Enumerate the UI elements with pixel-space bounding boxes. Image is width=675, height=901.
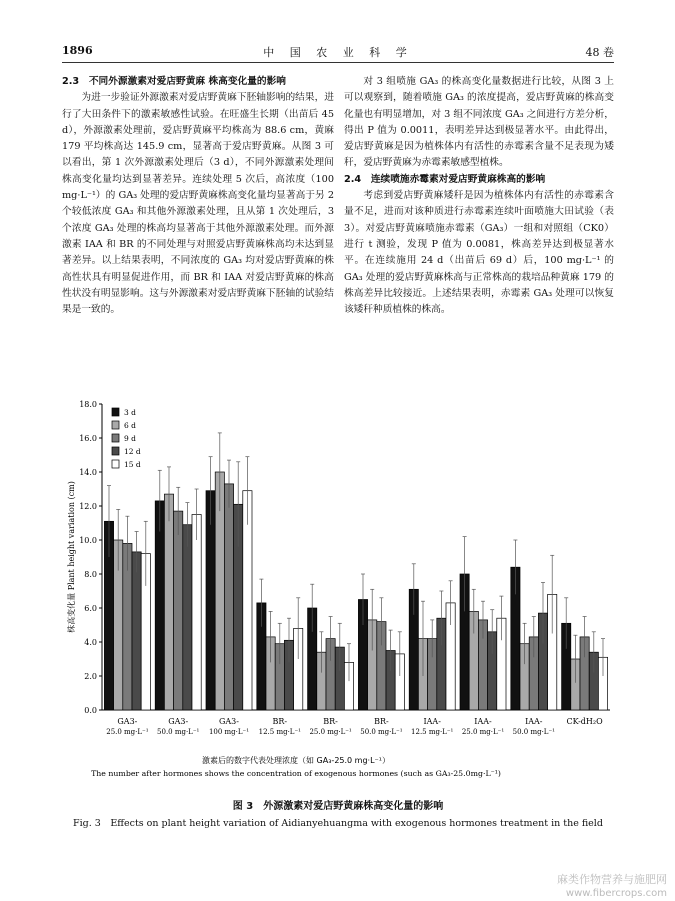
y-tick-label: 12.0: [79, 502, 97, 511]
x-tick-label: BR-: [272, 717, 288, 726]
legend-swatch: [112, 434, 119, 442]
bar-15d: [192, 515, 201, 711]
y-tick-label: 14.0: [79, 468, 97, 477]
watermark-url: www.fibercrops.com: [565, 888, 667, 899]
legend-label: 6 d: [124, 421, 136, 430]
page-header: [62, 44, 614, 60]
right-column: [344, 74, 614, 318]
bar-chart: [62, 398, 614, 778]
bar-12d: [183, 525, 192, 710]
x-tick-label-unit: 50.0 mg·L⁻¹: [157, 728, 200, 736]
section-heading-2-3: 2.3 不同外源激素对爱店野黄麻 株高变化量的影响: [62, 76, 286, 87]
legend-swatch: [112, 460, 119, 468]
right-paragraph-2: 考虑到爱店野黄麻矮秆是因为植株体内有活性的赤霉素含量不足，进而对该种质进行赤霉素连续叶面喷施大田试验（表 3）。对爱店野黄麻喷施赤霉素（GA₃）一组和对照组（CK0）进行 t 测验，发现 P 值为 0.0081，株高差异达到极显著水平。在连续施用 24 d（出苗后 69 d）后，100 mg·L⁻¹ 的 GA₃ 处理的爱店野黄麻株高与正常株高的栽培品种黄麻 179 的株高差异比较接近。上述结果表明，赤霉素 GA₃ 处理可以恢复该矮秆种质植株的株高。: [344, 190, 614, 316]
volume-label: 48 卷: [585, 46, 614, 59]
bar-9d: [174, 511, 183, 710]
x-axis-label-en: The number after hormones shows the concentration of exogenous hormones (such as GA₃-25.0mg·L⁻¹): [91, 769, 501, 778]
bar-12d: [132, 552, 141, 710]
journal-title: 中 国 农 业 科 学: [263, 46, 413, 59]
x-tick-label-unit: 25.0 mg·L⁻¹: [309, 728, 352, 736]
y-axis-label: 株高变化量 Plant height variation (cm): [67, 481, 76, 633]
y-tick-label: 18.0: [79, 400, 97, 409]
x-tick-label: IAA-: [474, 717, 492, 726]
y-tick-label: 8.0: [84, 570, 97, 579]
x-tick-label-unit: 100 mg·L⁻¹: [208, 728, 250, 736]
x-tick-label-unit: 12.5 mg·L⁻¹: [258, 728, 301, 736]
x-tick-label: IAA-: [525, 717, 543, 726]
x-axis-label-cn: 激素后的数字代表处理浓度（如 GA₃-25.0 mg·L⁻¹）: [202, 756, 390, 765]
bar-3d: [155, 501, 164, 710]
x-tick-label: BR-: [374, 717, 389, 726]
legend-swatch: [112, 447, 119, 455]
y-tick-label: 0.0: [84, 706, 97, 715]
x-tick-label-unit: 25.0 mg·L⁻¹: [461, 728, 505, 736]
section-2-3-body: 为进一步验证外源激素对爱店野黄麻下胚轴影响的结果，进行了大田条件下的激素敏感性试验。在旺盛生长期（出苗后 45 d），外源激素处理前，爱店野黄麻平均株高为 88.6 cm，黄麻 179 平均株高达 145.9 cm，显著高于爱店野黄麻。从图 3 可以看出，第 1 次外源激素处理后（3 d），不同外源激素处理间株高变化量均达到显著差异。连续处理 5 次后，高浓度（100 mg·L⁻¹）的 GA₃ 处理的爱店野黄麻株高变化量均显著高于另 2 个较低浓度 GA₃ 和其他外源激素处理，且从第 1 次处理后，3 个浓度 GA₃ 处理的株高均显著高于其他外源激素处理。而外源激素 IAA 和 BR 的不同处理与对照爱店野黄麻株高均未达到显著差异。以上结果表明，不同浓度的 GA₃ 均对爱店野黄麻的株高性状具有明显促进作用，而 BR 和 IAA 对爱店野黄麻的株高性状没有明显影响。这与外源激素对爱店野黄麻下胚轴的试验结果是一致的。: [62, 92, 334, 316]
header-rule: [62, 62, 614, 63]
left-column: [62, 74, 334, 318]
x-tick-label: GA3-: [168, 717, 189, 726]
legend-swatch: [112, 408, 119, 416]
figure-caption-en: Fig. 3 Effects on plant height variation of Aidianyehuangma with exogenous hormones treatment in the field: [73, 818, 603, 829]
x-tick-label: BR-: [323, 717, 338, 726]
y-tick-label: 6.0: [84, 604, 97, 613]
x-tick-label-unit: 50.0 mg·L⁻¹: [512, 728, 555, 736]
x-tick-label-unit: 50.0 mg·L⁻¹: [360, 728, 403, 736]
legend-label: 3 d: [124, 408, 136, 417]
y-tick-label: 2.0: [84, 672, 97, 681]
x-tick-label-unit: 25.0 mg·L⁻¹: [106, 728, 149, 736]
y-tick-label: 4.0: [84, 638, 97, 647]
x-tick-label: GA3-: [219, 717, 239, 726]
x-tick-label: IAA-: [423, 717, 441, 726]
y-tick-label: 10.0: [79, 536, 97, 545]
section-heading-2-4: 2.4 连续喷施赤霉素对爱店野黄麻株高的影响: [344, 173, 546, 185]
watermark-logo-text: 麻类作物营养与施肥网: [557, 873, 667, 886]
bar-9d: [224, 484, 233, 710]
legend-label: 12 d: [124, 447, 141, 456]
figure-3-chart: [62, 398, 614, 778]
x-tick-label: CK-dH₂O: [566, 717, 603, 726]
figure-caption-cn: 图 3 外源激素对爱店野黄麻株高变化量的影响: [232, 801, 444, 812]
right-paragraph-1: 对 3 组喷施 GA₃ 的株高变化量数据进行比较，从图 3 上可以观察到，随着喷施 GA₃ 的浓度提高，爱店野黄麻的株高变化量也有明显增加，对 3 组不同浓度 GA₃ 之间进行方差分析，得出 P 值为 0.0011，表明差异达到极显著水平。由此得出，爱店野黄麻是因为植株体内有活性的赤霉素含量不足表现为矮秆，爱店野黄麻为赤霉素敏感型植株。: [344, 76, 614, 169]
x-tick-label-unit: 12.5 mg·L⁻¹: [411, 728, 454, 736]
legend-label: 9 d: [124, 434, 136, 443]
bar-6d: [164, 494, 173, 710]
legend-swatch: [112, 421, 119, 429]
x-tick-label: GA3-: [117, 717, 138, 726]
legend-label: 15 d: [124, 460, 141, 469]
page-number: 1896: [62, 44, 93, 57]
y-tick-label: 16.0: [79, 434, 97, 443]
